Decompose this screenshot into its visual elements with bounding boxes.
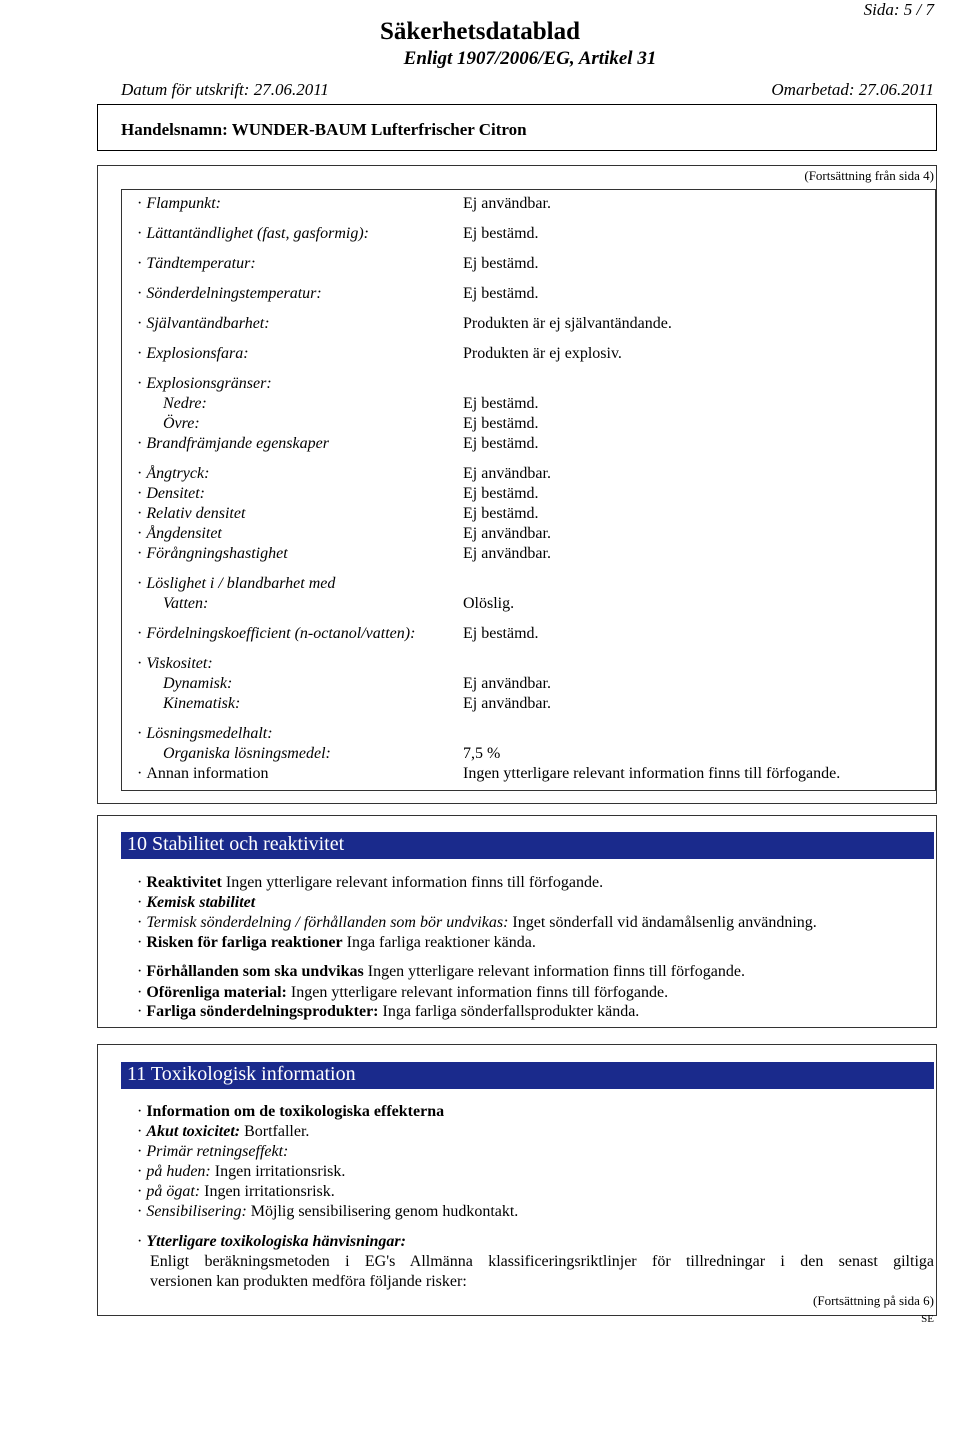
prop-label: Övre: <box>163 415 200 432</box>
print-date: Datum för utskrift: 27.06.2011 <box>121 80 329 99</box>
trade-name: Handelsnamn: WUNDER-BAUM Lufterfrischer Citron <box>121 120 527 139</box>
prop-value: Ej bestämd. <box>463 485 539 502</box>
section10-line <box>137 914 817 932</box>
prop-label: · Densitet: <box>137 485 205 503</box>
section10-line <box>137 934 536 952</box>
prop-label: · Ångdensitet <box>137 525 222 543</box>
line-text: Möjlig sensibilisering genom hudkontakt. <box>246 1203 519 1220</box>
prop-value: 7,5 % <box>463 745 501 762</box>
line-label: på ögat: <box>146 1183 201 1200</box>
prop-value: Ej bestämd. <box>463 415 539 432</box>
prop-value: Ej användbar. <box>463 675 551 692</box>
section11-line <box>137 1233 406 1251</box>
line-label: Sensibilisering: <box>146 1203 247 1220</box>
prop-label: Dynamisk: <box>163 675 233 692</box>
prop-label: · Brandfrämjande egenskaper <box>137 435 329 453</box>
line-text: Ingen irritationsrisk. <box>200 1183 335 1200</box>
prop-label: Organiska lösningsmedel: <box>163 745 331 762</box>
line-label: Termisk sönderdelning / förhållanden som bör undvikas: <box>146 914 509 931</box>
section10-title: 10 Stabilitet och reaktivitet <box>127 833 345 855</box>
section10-line <box>137 894 255 912</box>
line-text: Ingen ytterligare relevant information finns till förfogande. <box>286 984 669 1001</box>
prop-label: · Löslighet i / blandbarhet med <box>137 575 335 593</box>
section10-line <box>137 963 745 981</box>
prop-label: · Annan information <box>137 765 269 783</box>
prop-value: Ej bestämd. <box>463 285 539 302</box>
line-label: Risken för farliga reaktioner <box>146 934 343 951</box>
section11-header <box>121 1062 934 1089</box>
line-label: Ytterligare toxikologiska hänvisningar: <box>146 1233 406 1250</box>
prop-value: Ej användbar. <box>463 525 551 542</box>
section11-line <box>137 1103 444 1121</box>
section10-line <box>137 1003 639 1021</box>
revision-date: Omarbetad: 27.06.2011 <box>771 80 934 99</box>
prop-value: Ingen ytterligare relevant information finns till förfogande. <box>463 765 841 782</box>
line-label: Kemisk stabilitet <box>146 894 256 911</box>
line-text: Bortfaller. <box>240 1123 310 1140</box>
page-number: Sida: 5 / 7 <box>863 0 934 19</box>
line-label: Oförenliga material: <box>146 984 287 1001</box>
prop-value: Ej användbar. <box>463 545 551 562</box>
prop-value: Olöslig. <box>463 595 515 612</box>
prop-label: · Lösningsmedelhalt: <box>137 725 273 743</box>
prop-label: · Förångningshastighet <box>137 545 288 563</box>
prop-label: · Explosionsfara: <box>137 345 249 363</box>
section11-line <box>137 1123 309 1141</box>
line-label: Farliga sönderdelningsprodukter: <box>146 1003 379 1020</box>
continued-from: (Fortsättning från sida 4) <box>804 168 934 183</box>
line-label: Akut toxicitet: <box>146 1123 241 1140</box>
prop-label: · Självantändbarhet: <box>137 315 270 333</box>
prop-label: Nedre: <box>163 395 207 412</box>
document-subtitle: Enligt 1907/2006/EG, Artikel 31 <box>403 48 657 69</box>
prop-label: · Tändtemperatur: <box>137 255 256 273</box>
section11-line <box>137 1143 288 1161</box>
line-text: Inget sönderfall vid ändamålsenlig användning. <box>508 914 817 931</box>
prop-value: Ej bestämd. <box>463 395 539 412</box>
section10-header <box>121 832 934 859</box>
line-label: på huden: <box>146 1163 211 1180</box>
prop-value: Ej bestämd. <box>463 505 539 522</box>
section11-title: 11 Toxikologisk information <box>127 1063 356 1085</box>
line-label: Primär retningseffekt: <box>146 1143 289 1160</box>
line-label: Information om de toxikologiska effekterna <box>146 1103 445 1120</box>
toxicology-paragraph-line1: Enligt beräkningsmetoden i EG's Allmänna klassificeringsriktlinjer för tillredningar i den senast giltiga <box>150 1253 934 1270</box>
line-label: Reaktivitet <box>146 874 222 891</box>
prop-label: Vatten: <box>163 595 209 612</box>
prop-value: Ej bestämd. <box>463 435 539 452</box>
prop-value: Ej användbar. <box>463 465 551 482</box>
section10-line <box>137 984 668 1002</box>
line-text: Inga farliga sönderfallsprodukter kända. <box>378 1003 640 1020</box>
prop-label: · Ångtryck: <box>137 465 209 483</box>
document-title: Säkerhetsdatablad <box>379 18 581 45</box>
country-code: SE <box>921 1313 934 1325</box>
prop-label: · Sönderdelningstemperatur: <box>137 285 322 303</box>
prop-value: Ej bestämd. <box>463 225 539 242</box>
line-text: Ingen ytterligare relevant information finns till förfogande. <box>363 963 745 980</box>
prop-value: Ej användbar. <box>463 195 551 212</box>
prop-label: · Lättantändlighet (fast, gasformig): <box>137 225 369 243</box>
continued-on: (Fortsättning på sida 6) <box>813 1293 934 1308</box>
line-text: Inga farliga reaktioner kända. <box>342 934 536 951</box>
prop-value: Ej bestämd. <box>463 625 539 642</box>
prop-label: · Explosionsgränser: <box>137 375 272 393</box>
section11-line <box>137 1183 335 1201</box>
prop-label: · Fördelningskoefficient (n-octanol/vatten): <box>137 625 415 643</box>
prop-value: Ej användbar. <box>463 695 551 712</box>
section11-line <box>137 1163 345 1181</box>
prop-label: Kinematisk: <box>163 695 241 712</box>
toxicology-paragraph-line2: versionen kan produkten medföra följande risker: <box>150 1273 467 1290</box>
prop-value: Produkten är ej självantändande. <box>463 315 672 332</box>
line-label: Förhållanden som ska undvikas <box>146 963 364 980</box>
prop-value: Produkten är ej explosiv. <box>463 345 622 362</box>
line-text: Ingen irritationsrisk. <box>210 1163 346 1180</box>
prop-value: Ej bestämd. <box>463 255 539 272</box>
prop-label: · Viskositet: <box>137 655 213 673</box>
prop-label: · Relativ densitet <box>137 505 245 523</box>
line-text: Ingen ytterligare relevant information finns till förfogande. <box>221 874 604 891</box>
prop-label: · Flampunkt: <box>137 195 221 213</box>
section10-line <box>137 874 603 892</box>
section11-line <box>137 1203 518 1221</box>
